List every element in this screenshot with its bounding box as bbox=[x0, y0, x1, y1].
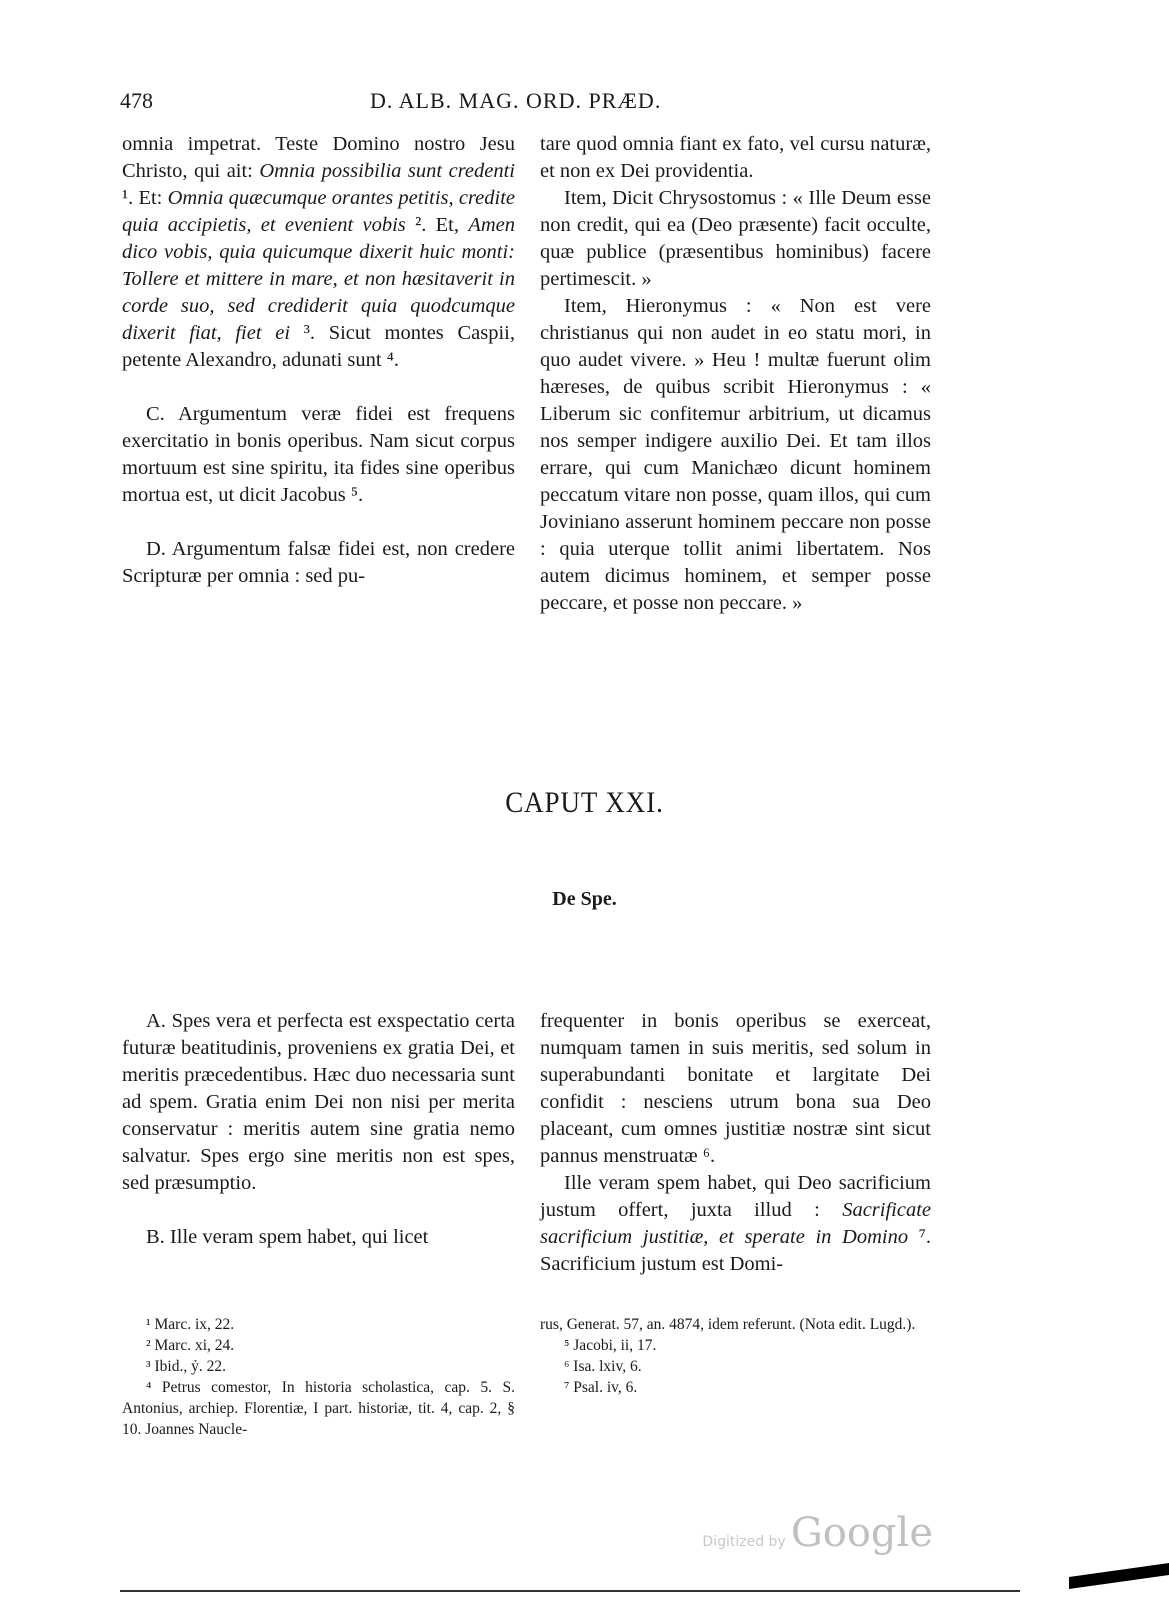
footnotes-right bbox=[540, 1314, 931, 1398]
footnote: ³ Ibid., ỷ. 22. bbox=[146, 1358, 226, 1375]
chapter-title: CAPUT XXI. bbox=[505, 786, 664, 819]
paragraph-ille-veram: Ille veram spem habet, qui Deo sacrificium justum offert, juxta illud : Sacrificate sacrificium justitiæ, et sperate in Domino ⁷. Sacrificium justum est Domi- bbox=[540, 1172, 931, 1275]
corner-mark bbox=[1069, 1563, 1169, 1589]
page-header bbox=[120, 88, 930, 120]
bottom-rule bbox=[120, 1590, 1020, 1592]
chapter-subtitle: De Spe. bbox=[552, 888, 617, 910]
footnote: ⁶ Isa. lxiv, 6. bbox=[564, 1358, 642, 1375]
bottom-left-column bbox=[122, 1008, 515, 1251]
paragraph-d: D. Argumentum falsæ fidei est, non credere Scripturæ per omnia : sed pu- bbox=[122, 538, 515, 587]
footnote: ⁵ Jacobi, ii, 17. bbox=[564, 1337, 657, 1354]
paragraph-b: B. Ille veram spem habet, qui licet bbox=[146, 1226, 429, 1248]
paragraph-hieronymus: Item, Hieronymus : « Non est vere christianus qui non audet in eo statu mori, in quo audet vivere. » Heu ! multæ fuerunt olim hæreses, de quibus scribit Hieronymus : « Liberum sic confitemur arbitrium, ut dicamus nos semper indigere auxilio Dei. Et tam illos errare, qui cum Manichæo dicunt hominem peccatum vitare non posse, quam illos, qui cum Joviniano asserunt hominem peccare non posse : quia uterque tollit animi libertatem. Nos autem dicimus hominem, et semper posse peccare, et posse non peccare. » bbox=[540, 295, 931, 614]
google-watermark bbox=[702, 1510, 933, 1556]
top-right-column bbox=[540, 131, 931, 617]
page-number: 478 bbox=[120, 88, 153, 113]
footnotes-left bbox=[122, 1314, 515, 1440]
paragraph-frequenter: frequenter in bonis operibus se exerceat, numquam tamen in suis meritis, sed solum in superabundanti bonitate et largitate Dei confidit : nesciens utrum bona sua Deo placeant, cum omnes justitiæ nostræ sint sicut pannus menstruatæ ⁶. bbox=[540, 1010, 931, 1167]
footnote: ⁴ Petrus comestor, In historia scholastica, cap. 5. S. Antonius, archiep. Florentiæ, I part. historiæ, tit. 4, cap. 2, § 10. Joannes Naucle- bbox=[122, 1379, 515, 1438]
running-head: D. ALB. MAG. ORD. PRÆD. bbox=[370, 88, 662, 113]
footnote: ¹ Marc. ix, 22. bbox=[146, 1316, 235, 1333]
paragraph-c: C. Argumentum veræ fidei est frequens exercitatio in bonis operibus. Nam sicut corpus mortuum est sine spiritu, ita fides sine operibus mortua est, ut dicit Jacobus ⁵. bbox=[122, 403, 515, 506]
top-left-column bbox=[122, 131, 515, 590]
footnote: ⁷ Psal. iv, 6. bbox=[564, 1379, 638, 1396]
footnote: rus, Generat. 57, an. 4874, idem referunt. (Nota edit. Lugd.). bbox=[540, 1316, 916, 1333]
paragraph-chrysostomus: Item, Dicit Chrysostomus : « Ille Deum esse non credit, qui ea (Deo præsente) facit occulte, quæ publice (præsentibus hominibus) facere pertimescit. » bbox=[540, 187, 931, 290]
paragraph-a: A. Spes vera et perfecta est exspectatio certa futuræ beatitudinis, proveniens ex gratia Dei, et meritis præcedentibus. Hæc duo necessaria sunt ad spem. Gratia enim Dei non nisi per merita conservatur : meritis autem sine gratia nemo salvatur. Spes ergo sine meritis non est spes, sed præsumptio. bbox=[122, 1010, 515, 1194]
watermark-brand: Google bbox=[790, 1510, 933, 1556]
bottom-right-column bbox=[540, 1008, 931, 1278]
footnote: ² Marc. xi, 24. bbox=[146, 1337, 235, 1354]
watermark-prefix: Digitized by bbox=[702, 1534, 786, 1550]
paragraph-omnia-impetrat: omnia impetrat. Teste Domino nostro Jesu Christo, qui ait: Omnia possibilia sunt credenti ¹. Et: Omnia quæcumque orantes petitis, credite quia accipietis, et evenient vobis ². Et, Amen dico vobis, quia quicumque dixerit huic monti: Tollere et mittere in mare, et non hæsitaverit in corde suo, sed crediderit quia quodcumque dixerit fiat, fiet ei ³. Sicut montes Caspii, petente Alexandro, adunati sunt ⁴. bbox=[122, 133, 516, 371]
paragraph-tare: tare quod omnia fiant ex fato, vel cursu naturæ, et non ex Dei providentia. bbox=[540, 133, 931, 182]
